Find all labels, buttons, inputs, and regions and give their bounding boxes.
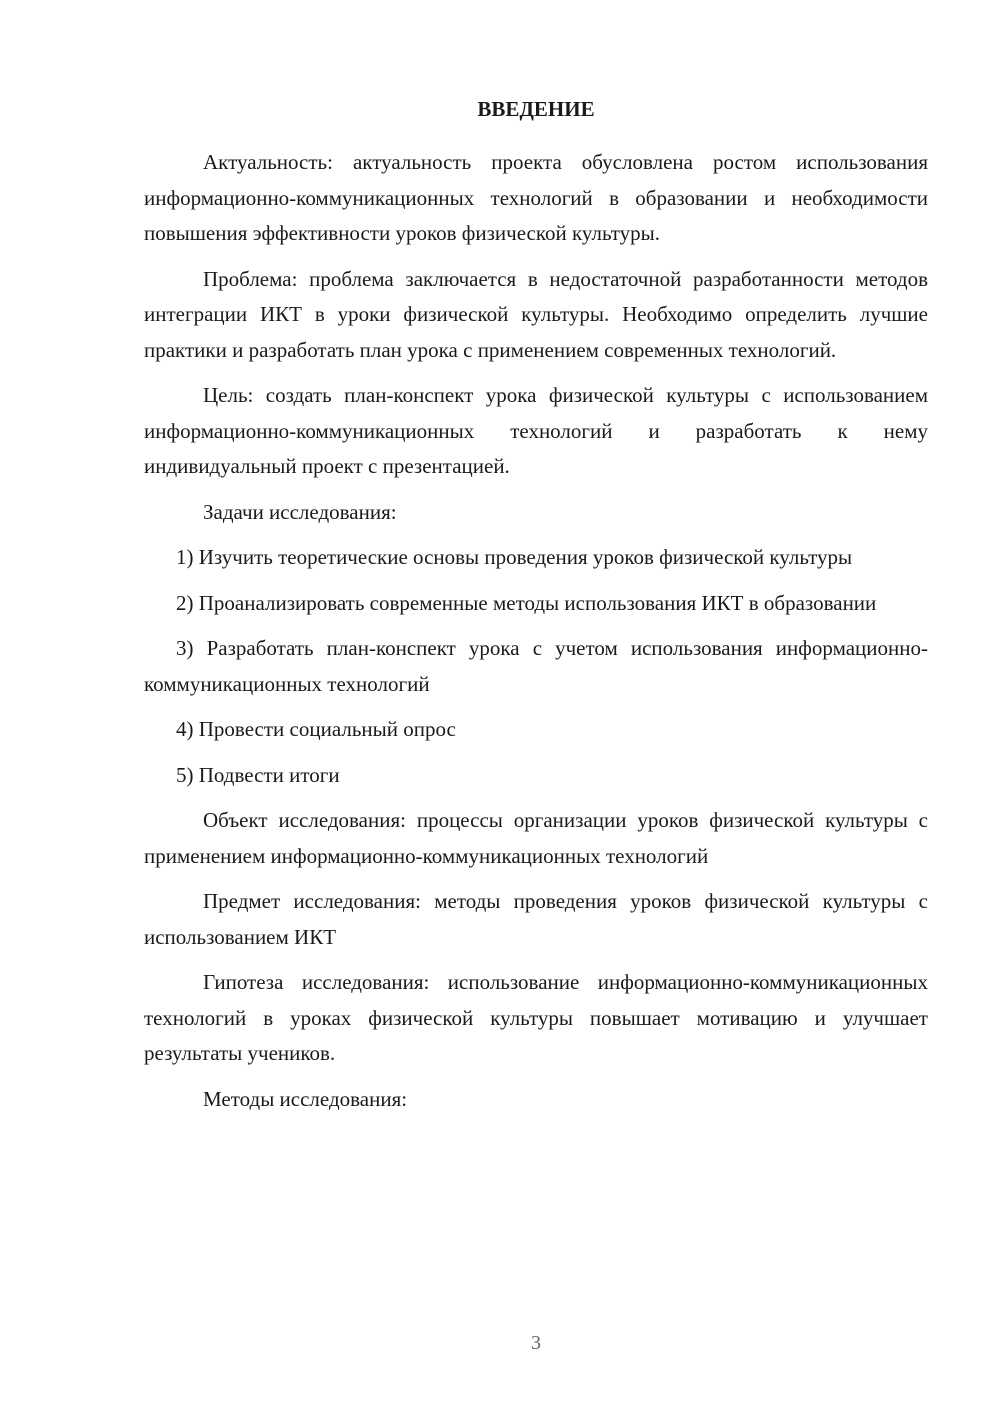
object-paragraph: Объект исследования: процессы организации уроков физической культуры с применением информационно-коммуникационных технологий	[144, 808, 928, 868]
subject-paragraph: Предмет исследования: методы проведения уроков физической культуры с использованием ИКТ	[144, 889, 928, 949]
list-item: 1) Изучить теоретические основы проведения уроков физической культуры	[176, 545, 853, 569]
document-page	[144, 92, 928, 1127]
list-item: 4) Провести социальный опрос	[176, 717, 456, 741]
list-item: 3) Разработать план-конспект урока с учетом использования информационно-коммуникационных технологий	[144, 636, 928, 696]
hypothesis-paragraph: Гипотеза исследования: использование информационно-коммуникационных технологий в уроках физической культуры повышает мотивацию и улучшает результаты учеников.	[144, 970, 928, 1065]
tasks-list	[144, 540, 928, 793]
relevance-paragraph: Актуальность: актуальность проекта обусловлена ростом использования информационно-коммуникационных технологий в образовании и необходимости повышения эффективности уроков физической культуры.	[144, 150, 928, 245]
goal-paragraph: Цель: создать план-конспект урока физической культуры с использованием информационно-коммуникационных технологий и разработать к нему индивидуальный проект с презентацией.	[144, 383, 928, 478]
document-title: ВВЕДЕНИЕ	[477, 97, 595, 121]
list-item: 2) Проанализировать современные методы использования ИКТ в образовании	[176, 590, 877, 615]
list-item: 5) Подвести итоги	[176, 762, 340, 787]
methods-paragraph: Методы исследования:	[203, 1086, 408, 1111]
tasks-heading: Задачи исследования:	[203, 499, 397, 524]
problem-paragraph: Проблема: проблема заключается в недостаточной разработанности методов интеграции ИКТ в уроки физической культуры. Необходимо определить лучшие практики и разработать план урока с применением современных технологий.	[144, 266, 928, 362]
page-number: 3	[531, 1332, 541, 1354]
